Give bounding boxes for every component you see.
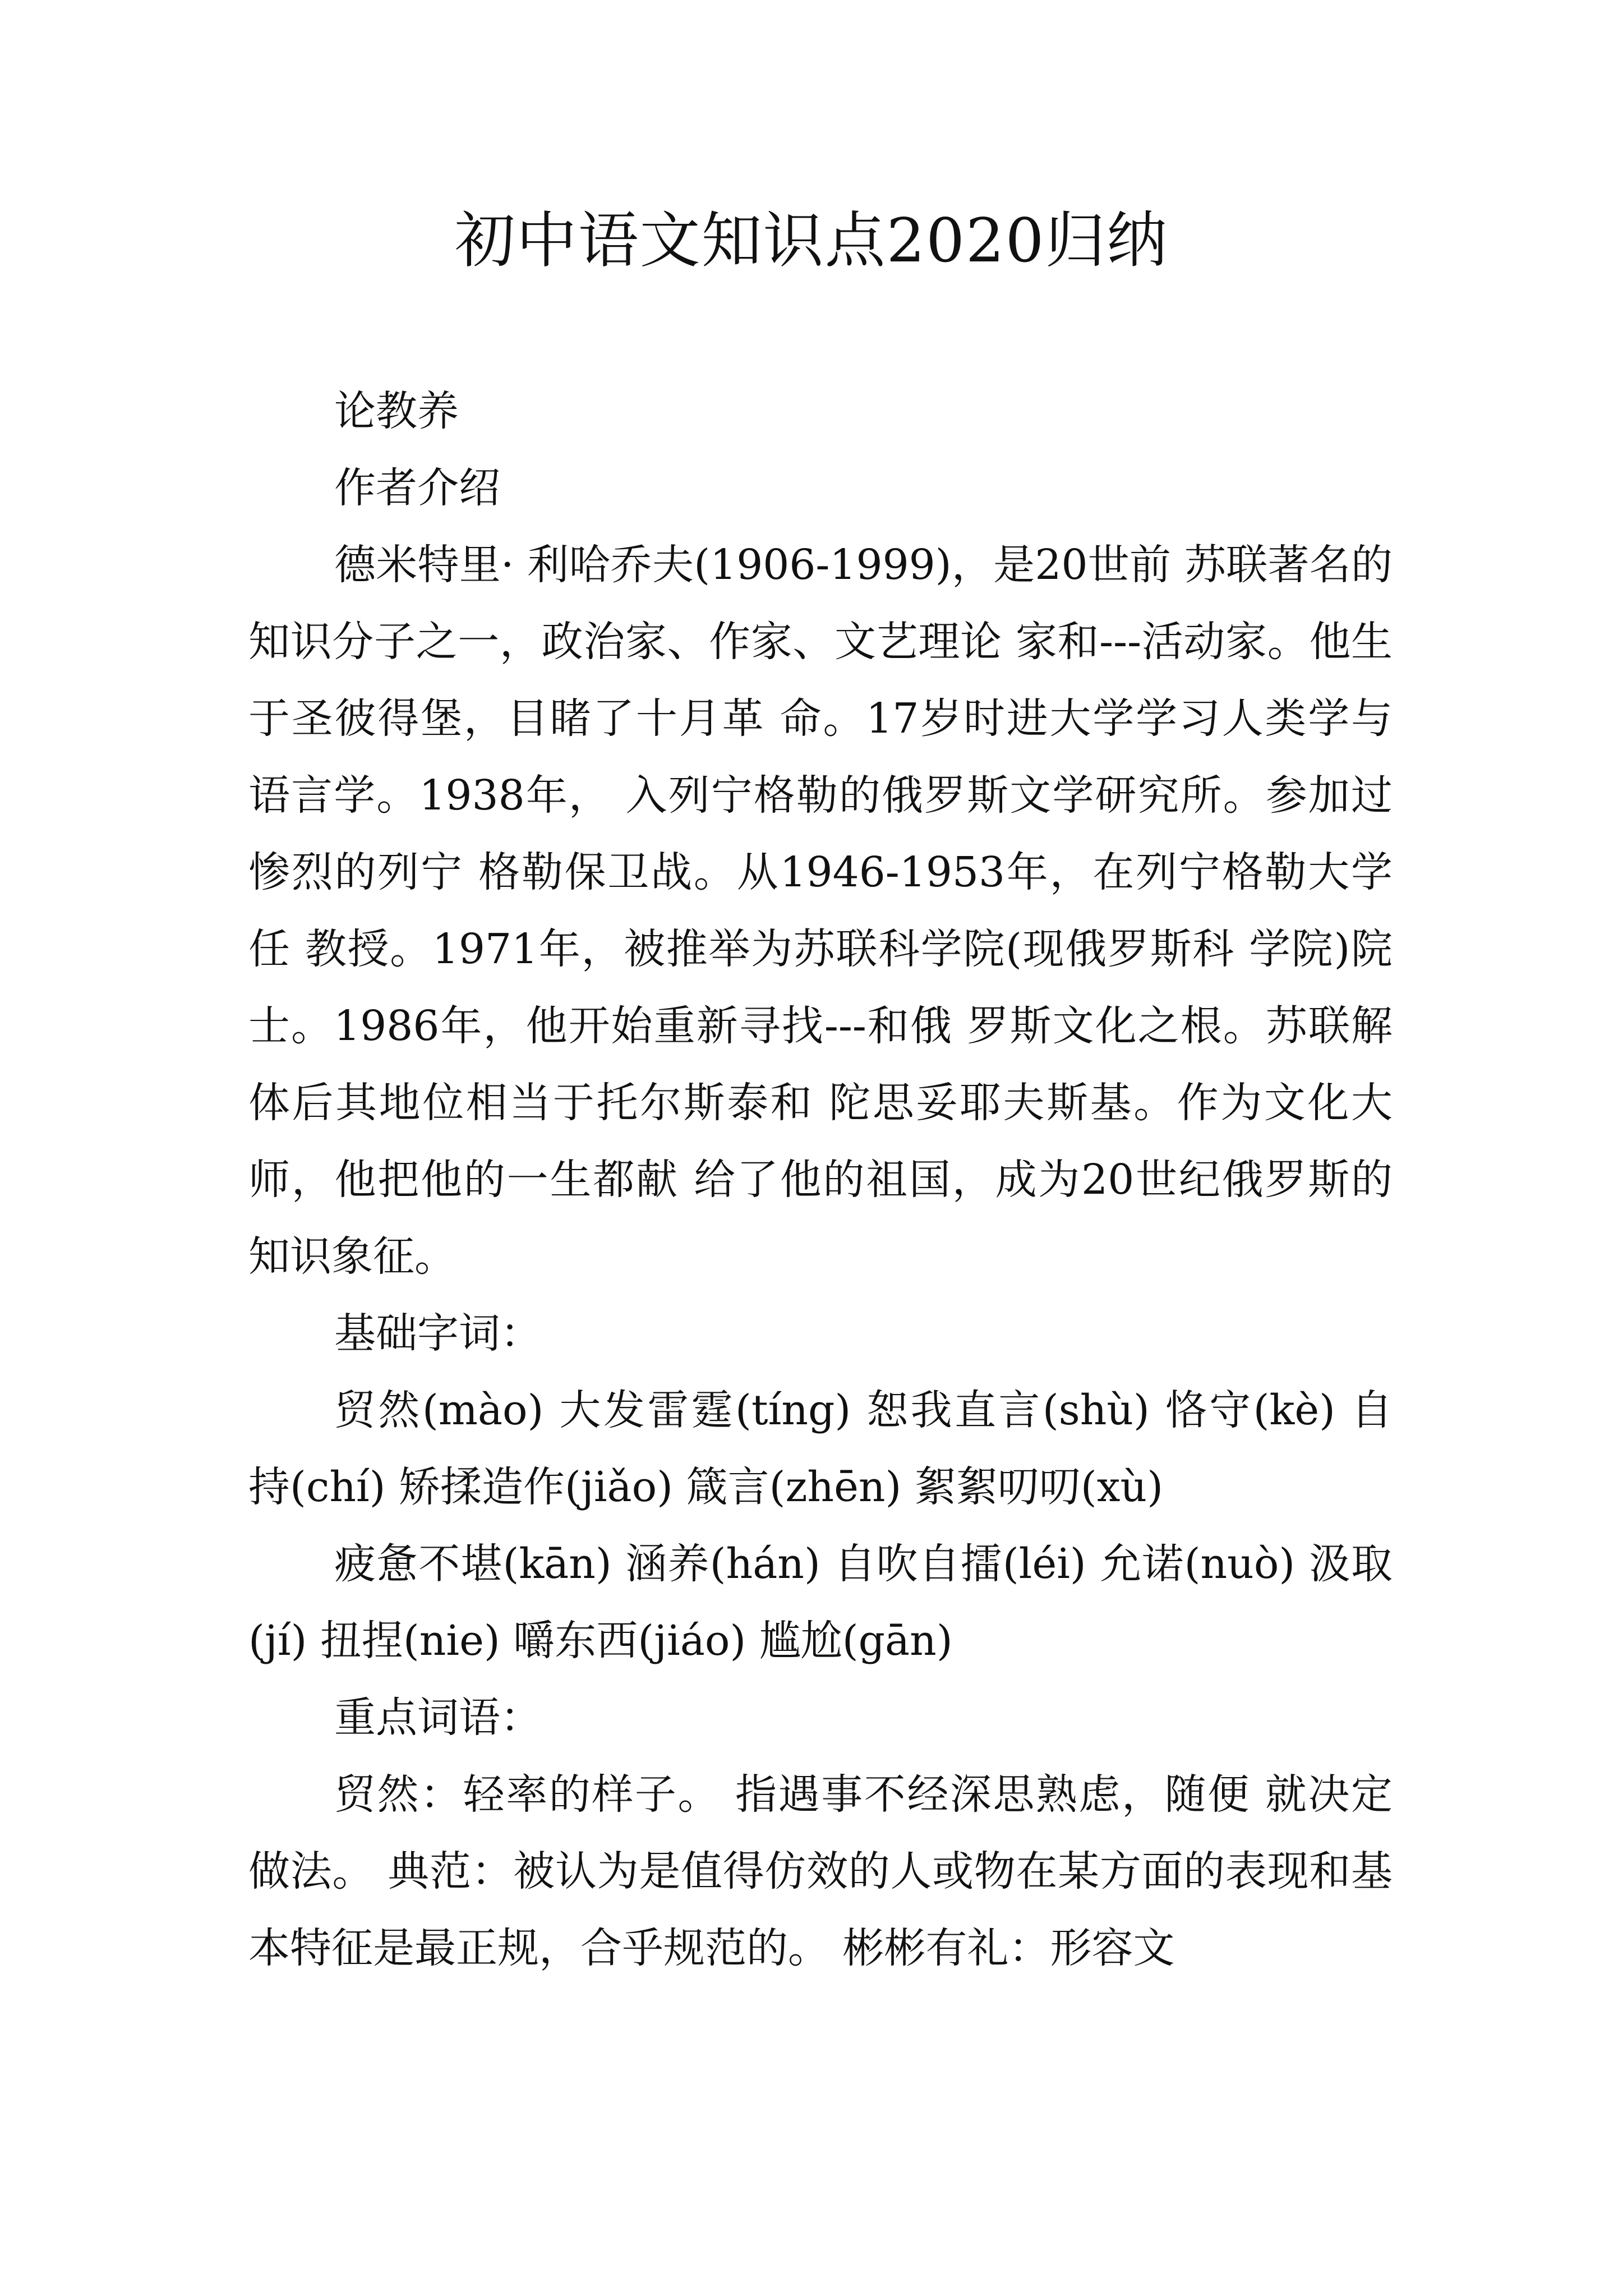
page-title: 初中语文知识点2020归纳 — [454, 206, 1169, 276]
paragraph-vocab-heading: 基础字词： — [334, 1309, 542, 1358]
paragraph-vocab-list-1: 贸然(mào) 大发雷霆(tíng) 恕我直言(shù) 恪守(kè) 自持(chí) 矫揉造作(jiǎo) 箴言(zhēn) 絮絮叨叨(xù) — [248, 1386, 1393, 1511]
paragraph-key-terms: 贸然：轻率的样子。 指遇事不经深思熟虑，随便 就决定做法。 典范：被认为是值得仿效的人或物在某方面的表现和基本特征是最正规，合乎规范的。 彬彬有礼：形容文 — [248, 1770, 1393, 1972]
document-body — [248, 373, 1393, 1987]
paragraph-vocab-list-2: 疲惫不堪(kān) 涵养(hán) 自吹自擂(léi) 允诺(nuò) 汲取(jí) 扭捏(nie) 嚼东西(jiáo) 尴尬(gān) — [248, 1540, 1393, 1665]
paragraph-section-heading: 论教养 — [334, 387, 459, 435]
paragraph-author-bio: 德米特里· 利哈乔夫(1906-1999)，是20世前 苏联著名的知识分子之一，政治家、作家、文艺理论 家和---活动家。他生于圣彼得堡，目睹了十月革 命。17岁时进大学学习人类学与语言学。1938年， 入列宁格勒的俄罗斯文学研究所。参加过惨烈的列宁 格勒保卫战。从1946-1953年，在列宁格勒大学任 教授。1971年，被推举为苏联科学院(现俄罗斯科 学院)院士。1986年，他开始重新寻找---和俄 罗斯文化之根。苏联解体后其地位相当于托尔斯泰和 陀思妥耶夫斯基。作为文化大师，他把他的一生都献 给了他的祖国，成为20世纪俄罗斯的知识象征。 — [248, 541, 1393, 1281]
paragraph-author-heading: 作者介绍 — [334, 464, 500, 512]
paragraph-key-terms-heading: 重点词语： — [334, 1694, 542, 1742]
